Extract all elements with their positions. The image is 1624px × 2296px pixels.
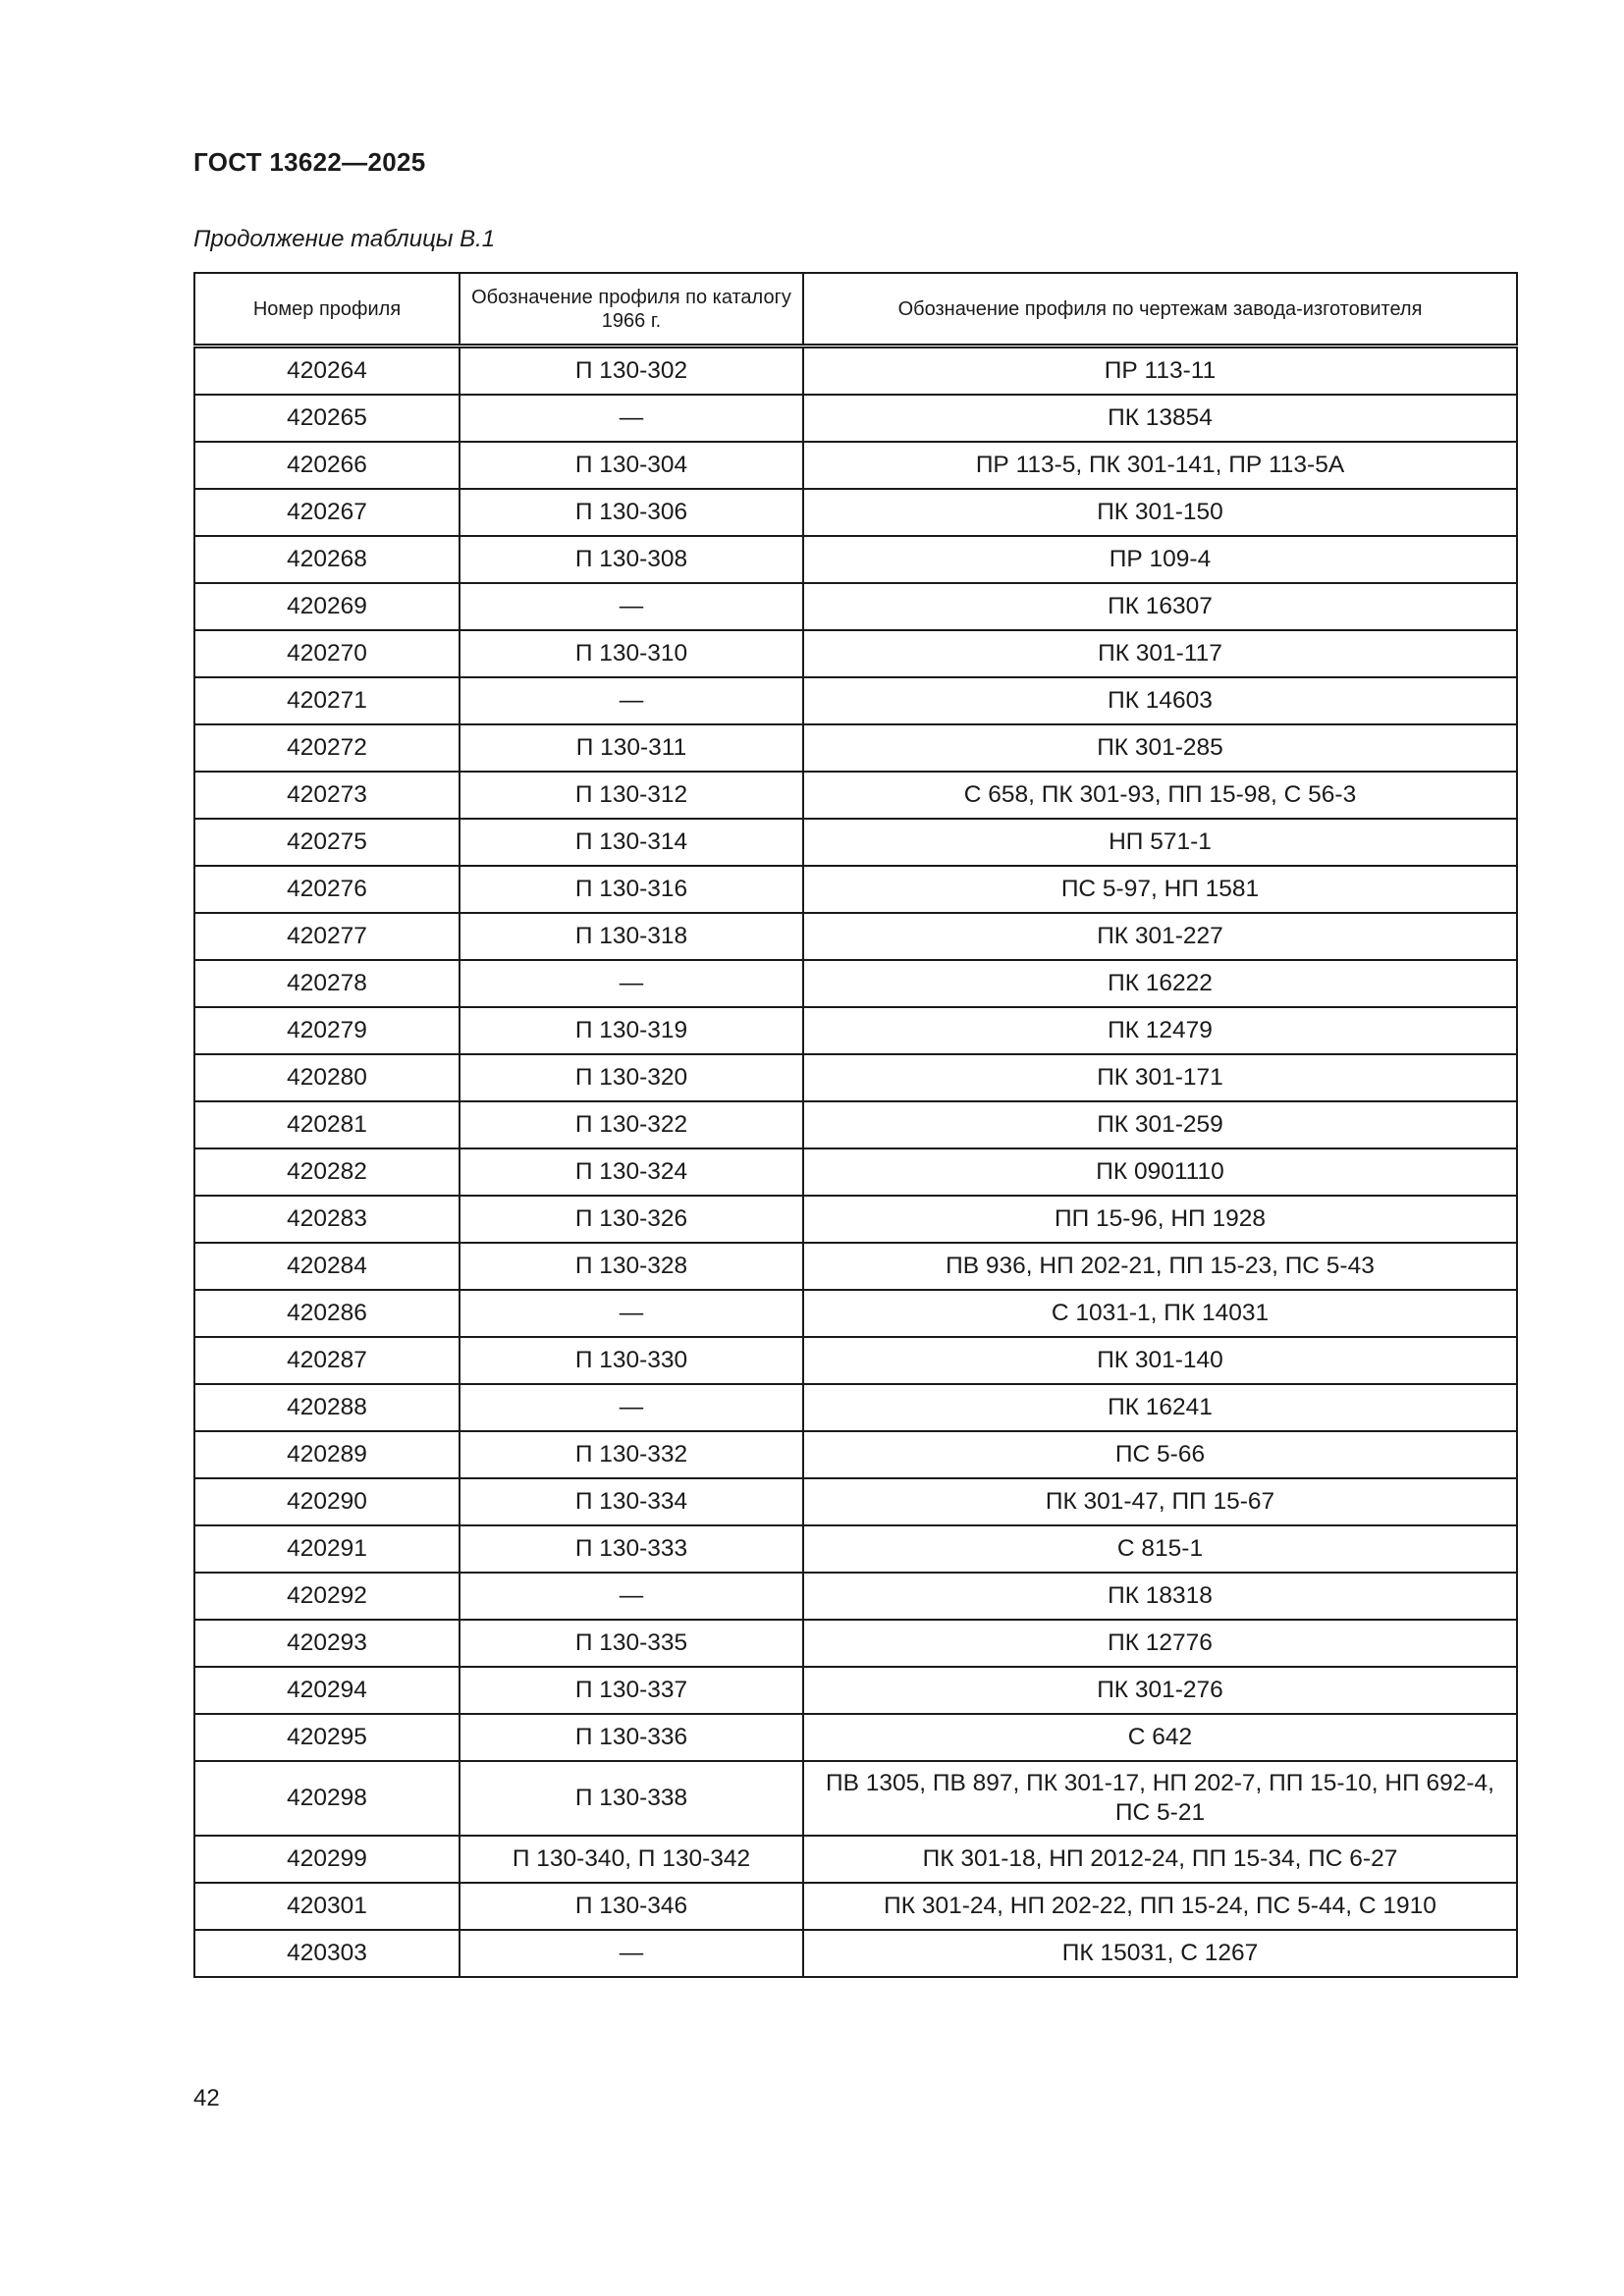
catalog-designation-cell: — <box>460 1573 803 1620</box>
profile-number-cell: 420273 <box>194 772 460 819</box>
profile-number-cell: 420299 <box>194 1836 460 1883</box>
catalog-designation-cell: П 130-302 <box>460 347 803 396</box>
profile-number-cell: 420264 <box>194 347 460 396</box>
table-row <box>194 1384 1517 1431</box>
profile-number-cell: 420290 <box>194 1478 460 1525</box>
table-row <box>194 1007 1517 1054</box>
catalog-designation-cell: П 130-336 <box>460 1714 803 1761</box>
factory-designation-cell: ПР 109-4 <box>803 536 1517 583</box>
catalog-designation-cell: П 130-335 <box>460 1620 803 1667</box>
factory-designation-cell: ПК 12479 <box>803 1007 1517 1054</box>
profile-number-cell: 420294 <box>194 1667 460 1714</box>
profile-number-cell: 420301 <box>194 1883 460 1930</box>
factory-designation-cell: ПК 16241 <box>803 1384 1517 1431</box>
profile-number-cell: 420266 <box>194 442 460 489</box>
catalog-designation-cell: П 130-304 <box>460 442 803 489</box>
catalog-designation-cell: П 130-334 <box>460 1478 803 1525</box>
catalog-designation-cell: — <box>460 395 803 442</box>
table-row <box>194 395 1517 442</box>
table-row <box>194 1478 1517 1525</box>
factory-designation-cell: С 642 <box>803 1714 1517 1761</box>
factory-designation-cell: ПК 301-171 <box>803 1054 1517 1101</box>
table-row <box>194 772 1517 819</box>
catalog-designation-cell: — <box>460 677 803 724</box>
catalog-designation-cell: П 130-314 <box>460 819 803 866</box>
catalog-designation-cell: П 130-306 <box>460 489 803 536</box>
profile-number-cell: 420292 <box>194 1573 460 1620</box>
catalog-designation-cell: П 130-308 <box>460 536 803 583</box>
table-row <box>194 1290 1517 1337</box>
table-row <box>194 1337 1517 1384</box>
table-row <box>194 677 1517 724</box>
factory-designation-cell: ПВ 1305, ПВ 897, ПК 301-17, НП 202-7, ПП 15-10, НП 692-4, ПС 5-21 <box>803 1761 1517 1836</box>
factory-designation-cell: ПК 301-117 <box>803 630 1517 677</box>
table-body <box>194 347 1517 1978</box>
factory-designation-cell: ПР 113-5, ПК 301-141, ПР 113-5А <box>803 442 1517 489</box>
table-row <box>194 1883 1517 1930</box>
factory-designation-cell: ПК 13854 <box>803 395 1517 442</box>
factory-designation-cell: С 1031-1, ПК 14031 <box>803 1290 1517 1337</box>
table-row <box>194 1243 1517 1290</box>
factory-designation-cell: НП 571-1 <box>803 819 1517 866</box>
factory-designation-cell: ПК 301-18, НП 2012-24, ПП 15-34, ПС 6-27 <box>803 1836 1517 1883</box>
profile-number-cell: 420291 <box>194 1525 460 1573</box>
table-header-row <box>194 273 1517 347</box>
column-header-factory: Обозначение профиля по чертежам завода-изготовителя <box>803 273 1517 347</box>
factory-designation-cell: ПК 18318 <box>803 1573 1517 1620</box>
profile-number-cell: 420268 <box>194 536 460 583</box>
factory-designation-cell: ПК 301-259 <box>803 1101 1517 1148</box>
factory-designation-cell: ПС 5-97, НП 1581 <box>803 866 1517 913</box>
catalog-designation-cell: П 130-320 <box>460 1054 803 1101</box>
catalog-designation-cell: П 130-333 <box>460 1525 803 1573</box>
catalog-designation-cell: П 130-346 <box>460 1883 803 1930</box>
catalog-designation-cell: — <box>460 583 803 630</box>
catalog-designation-cell: П 130-322 <box>460 1101 803 1148</box>
factory-designation-cell: ПС 5-66 <box>803 1431 1517 1478</box>
profile-number-cell: 420265 <box>194 395 460 442</box>
catalog-designation-cell: — <box>460 960 803 1007</box>
factory-designation-cell: С 658, ПК 301-93, ПП 15-98, С 56-3 <box>803 772 1517 819</box>
catalog-designation-cell: П 130-337 <box>460 1667 803 1714</box>
catalog-designation-cell: П 130-312 <box>460 772 803 819</box>
catalog-designation-cell: П 130-324 <box>460 1148 803 1196</box>
profile-number-cell: 420277 <box>194 913 460 960</box>
profile-number-cell: 420278 <box>194 960 460 1007</box>
factory-designation-cell: ПК 301-24, НП 202-22, ПП 15-24, ПС 5-44, С 1910 <box>803 1883 1517 1930</box>
column-header-number: Номер профиля <box>194 273 460 347</box>
factory-designation-cell: ПК 301-227 <box>803 913 1517 960</box>
factory-designation-cell: ПК 16222 <box>803 960 1517 1007</box>
table-row <box>194 1930 1517 1977</box>
column-header-catalog: Обозначение профиля по каталогу 1966 г. <box>460 273 803 347</box>
factory-designation-cell: ПК 301-150 <box>803 489 1517 536</box>
factory-designation-cell: ПК 12776 <box>803 1620 1517 1667</box>
table-row <box>194 1148 1517 1196</box>
profile-number-cell: 420276 <box>194 866 460 913</box>
profile-number-cell: 420272 <box>194 724 460 772</box>
profile-number-cell: 420269 <box>194 583 460 630</box>
catalog-designation-cell: П 130-340, П 130-342 <box>460 1836 803 1883</box>
factory-designation-cell: ПК 16307 <box>803 583 1517 630</box>
table-row <box>194 1836 1517 1883</box>
catalog-designation-cell: П 130-328 <box>460 1243 803 1290</box>
table-row <box>194 913 1517 960</box>
factory-designation-cell: ПР 113-11 <box>803 347 1517 396</box>
catalog-designation-cell: П 130-332 <box>460 1431 803 1478</box>
table-row <box>194 1525 1517 1573</box>
profile-number-cell: 420267 <box>194 489 460 536</box>
catalog-designation-cell: П 130-319 <box>460 1007 803 1054</box>
page-number: 42 <box>193 2085 220 2111</box>
catalog-designation-cell: П 130-326 <box>460 1196 803 1243</box>
factory-designation-cell: ПВ 936, НП 202-21, ПП 15-23, ПС 5-43 <box>803 1243 1517 1290</box>
profile-number-cell: 420298 <box>194 1761 460 1836</box>
catalog-designation-cell: П 130-311 <box>460 724 803 772</box>
profile-number-cell: 420288 <box>194 1384 460 1431</box>
table-row <box>194 630 1517 677</box>
table-row <box>194 1620 1517 1667</box>
profile-table <box>193 272 1518 1978</box>
catalog-designation-cell: П 130-318 <box>460 913 803 960</box>
profile-number-cell: 420303 <box>194 1930 460 1977</box>
table-row <box>194 819 1517 866</box>
factory-designation-cell: ПК 301-140 <box>803 1337 1517 1384</box>
table-row <box>194 1196 1517 1243</box>
factory-designation-cell: ПК 301-276 <box>803 1667 1517 1714</box>
profile-number-cell: 420286 <box>194 1290 460 1337</box>
profile-number-cell: 420287 <box>194 1337 460 1384</box>
profile-number-cell: 420279 <box>194 1007 460 1054</box>
factory-designation-cell: ПК 301-285 <box>803 724 1517 772</box>
profile-number-cell: 420284 <box>194 1243 460 1290</box>
factory-designation-cell: ПК 301-47, ПП 15-67 <box>803 1478 1517 1525</box>
factory-designation-cell: ПК 0901110 <box>803 1148 1517 1196</box>
profile-number-cell: 420280 <box>194 1054 460 1101</box>
factory-designation-cell: ПП 15-96, НП 1928 <box>803 1196 1517 1243</box>
table-caption: Продолжение таблицы В.1 <box>193 226 496 252</box>
table-row <box>194 960 1517 1007</box>
table-row <box>194 1054 1517 1101</box>
profile-number-cell: 420271 <box>194 677 460 724</box>
table-row <box>194 489 1517 536</box>
table-row <box>194 536 1517 583</box>
profile-number-cell: 420289 <box>194 1431 460 1478</box>
profile-number-cell: 420293 <box>194 1620 460 1667</box>
catalog-designation-cell: — <box>460 1384 803 1431</box>
catalog-designation-cell: — <box>460 1290 803 1337</box>
table-row <box>194 1761 1517 1836</box>
table-row <box>194 1667 1517 1714</box>
profile-number-cell: 420275 <box>194 819 460 866</box>
table-row <box>194 724 1517 772</box>
table-row <box>194 866 1517 913</box>
catalog-designation-cell: П 130-316 <box>460 866 803 913</box>
profile-number-cell: 420283 <box>194 1196 460 1243</box>
catalog-designation-cell: П 130-330 <box>460 1337 803 1384</box>
profile-number-cell: 420295 <box>194 1714 460 1761</box>
profile-number-cell: 420282 <box>194 1148 460 1196</box>
catalog-designation-cell: П 130-338 <box>460 1761 803 1836</box>
factory-designation-cell: ПК 14603 <box>803 677 1517 724</box>
catalog-designation-cell: — <box>460 1930 803 1977</box>
table-row <box>194 442 1517 489</box>
table-row <box>194 1714 1517 1761</box>
factory-designation-cell: ПК 15031, С 1267 <box>803 1930 1517 1977</box>
profile-number-cell: 420270 <box>194 630 460 677</box>
table-row <box>194 1573 1517 1620</box>
table-row <box>194 583 1517 630</box>
profile-number-cell: 420281 <box>194 1101 460 1148</box>
factory-designation-cell: С 815-1 <box>803 1525 1517 1573</box>
table-row <box>194 1101 1517 1148</box>
table-row <box>194 1431 1517 1478</box>
catalog-designation-cell: П 130-310 <box>460 630 803 677</box>
table-row <box>194 347 1517 396</box>
document-header: ГОСТ 13622—2025 <box>193 147 426 177</box>
